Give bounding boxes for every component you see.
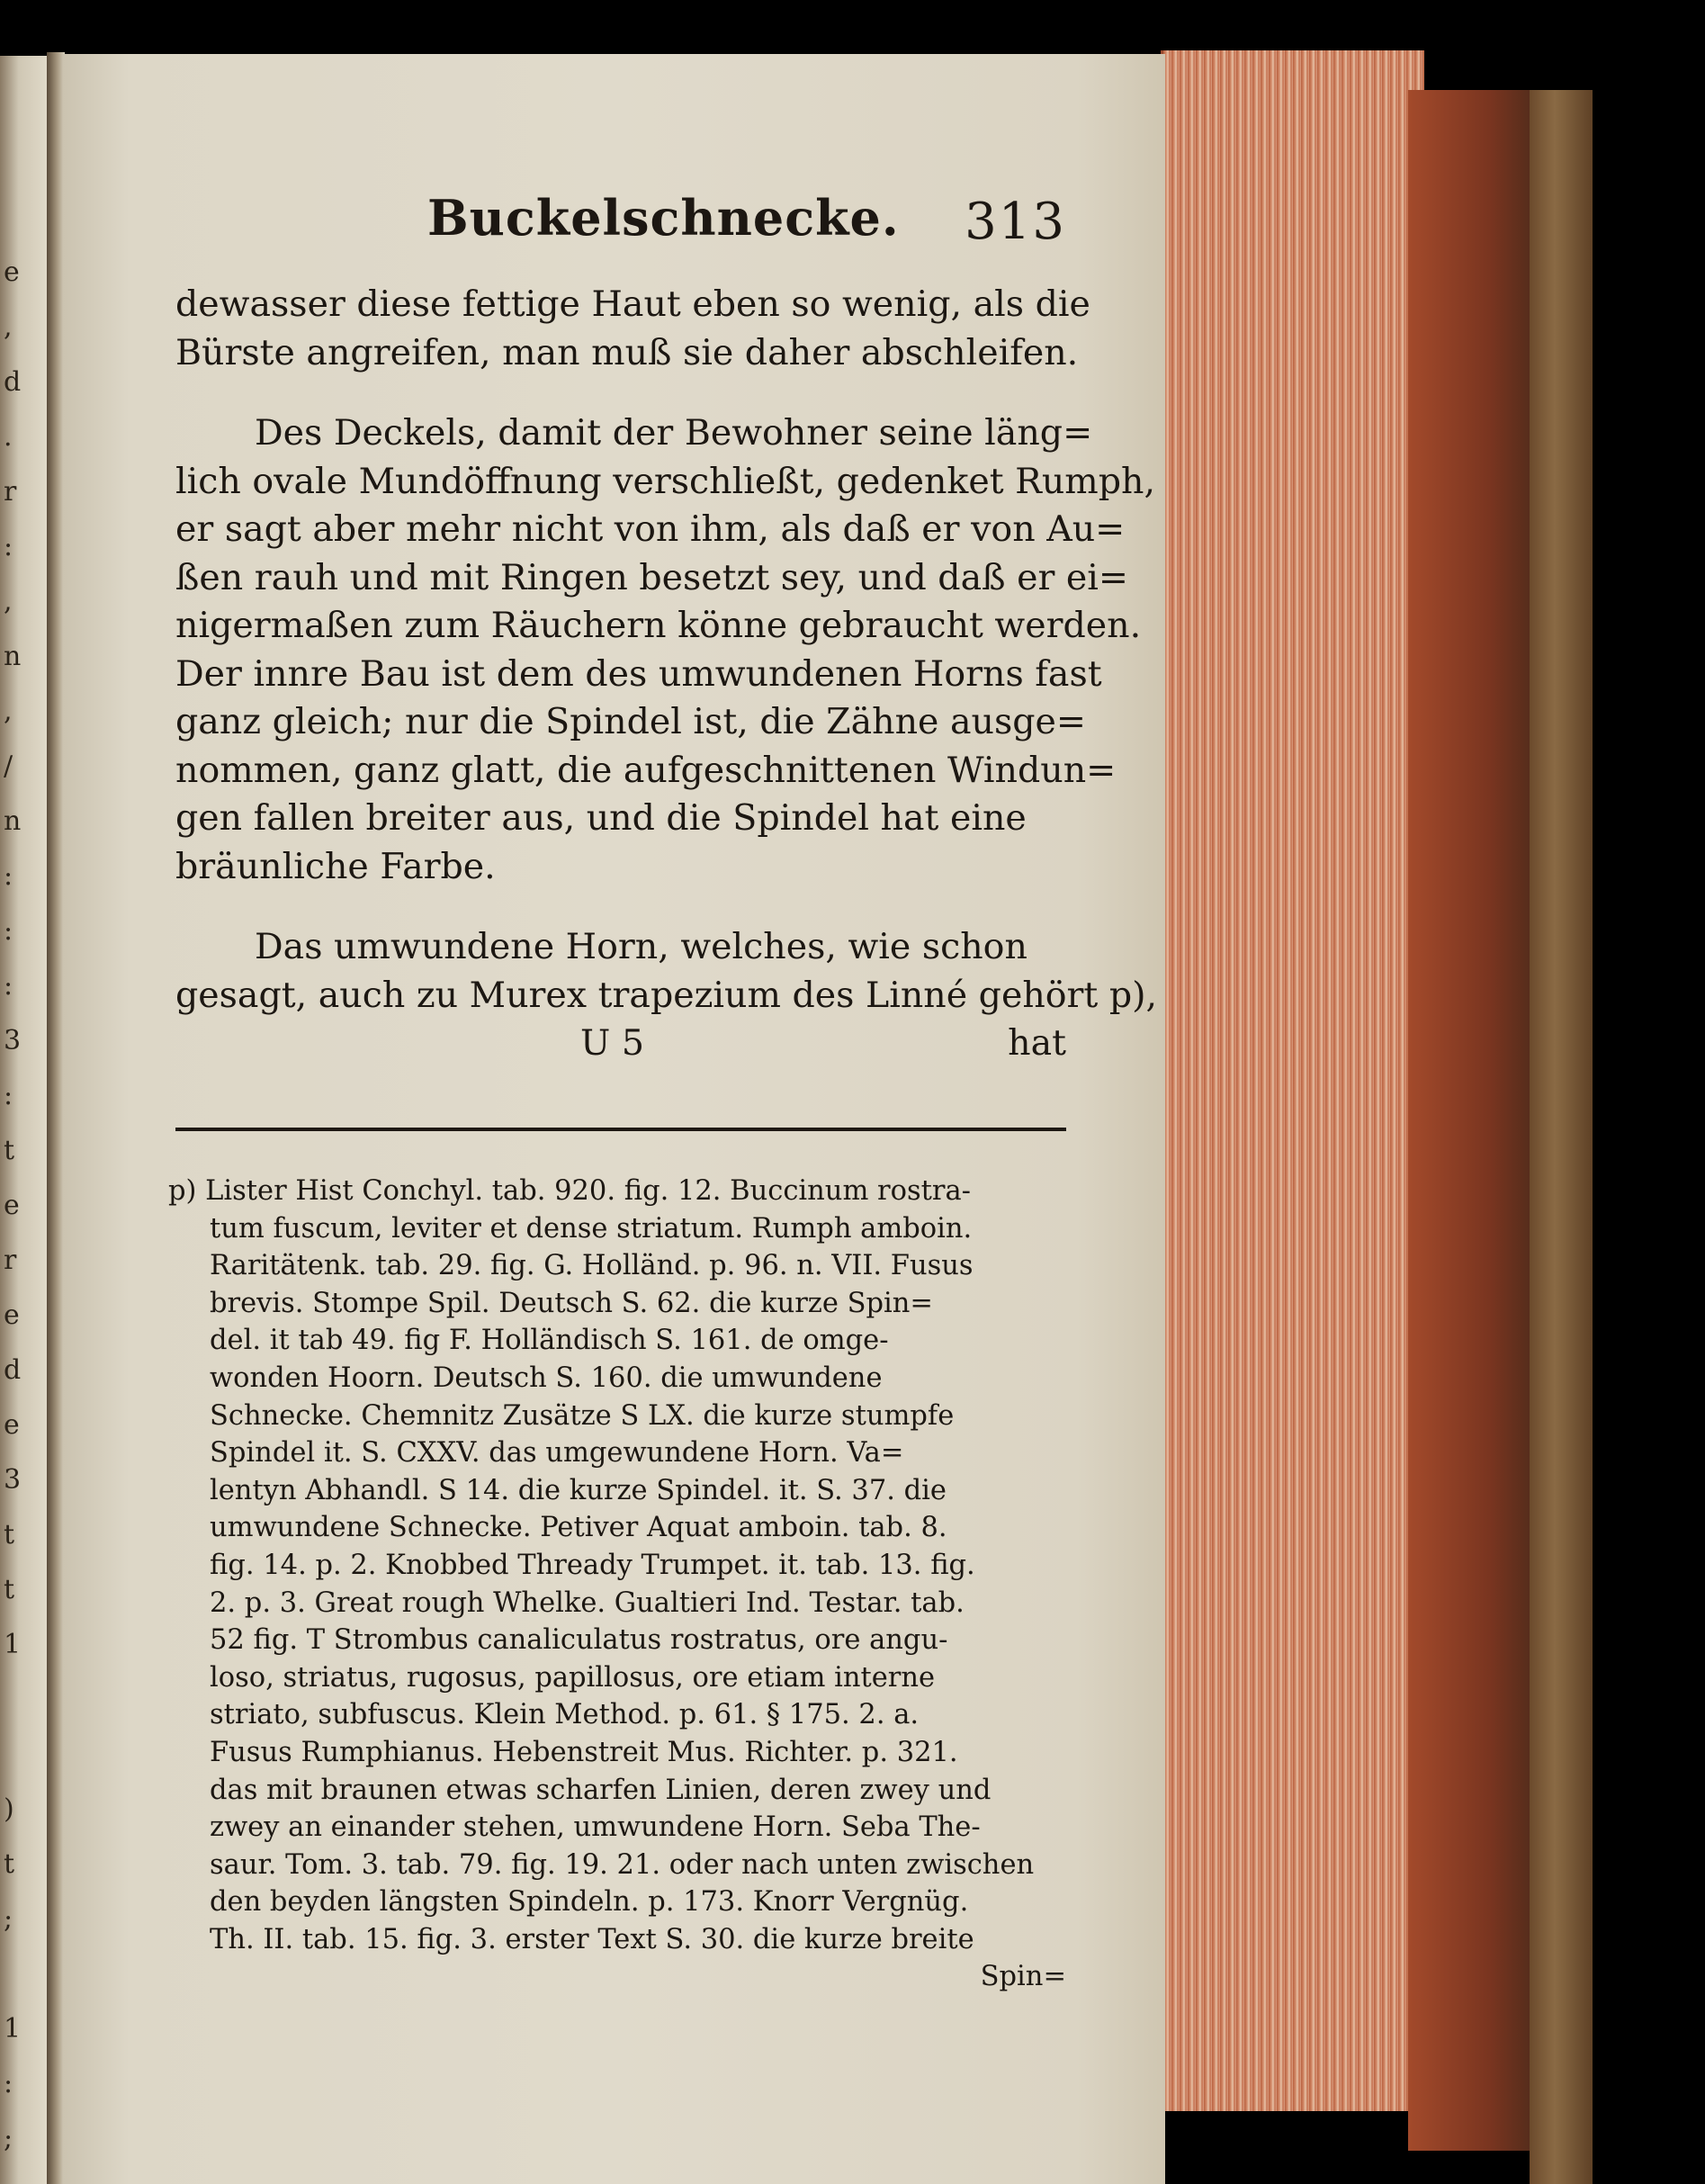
text-line: nigermaßen zum Räuchern könne gebraucht werden. [175,605,1142,646]
book-page [63,54,1165,2184]
footnote-line: zwey an einander stehen, umwundene Horn. Seba The- [210,1811,981,1844]
text-line: Bürste angreifen, man muß sie daher abschleifen. [175,331,1079,373]
footnote-line: das mit braunen etwas scharfen Linien, deren zwey und [210,1774,992,1806]
paragraph-1 [175,281,1090,377]
body-text [175,281,1158,1072]
footnote-line: loso, striatus, rugosus, papillosus, ore etiam interne [210,1661,936,1694]
footnote-line: p) Lister Hist Conchyl. tab. 920. fig. 12. Buccinum rostra- [168,1175,971,1207]
book-cover-edge [1530,90,1593,2184]
previous-page-text-fragments: e , d . r : , n , / n : : : 3 : t e r e d e 3 t t 1 ) t ; 1 : ; [4,256,22,2154]
footnotes [168,1173,1066,1996]
text-line: er sagt aber mehr nicht von ihm, als daß er von Au= [175,508,1126,550]
page-block-fore-edge [1161,50,1424,2111]
footnote-line: saur. Tom. 3. tab. 79. fig. 19. 21. oder nach unten zwischen [210,1848,1035,1881]
footnote-line: den beyden längsten Spindeln. p. 173. Knorr Vergnüg. [210,1886,969,1919]
running-title: Buckelschnecke. [427,189,900,247]
page-number: 313 [965,193,1066,251]
text-line: ganz gleich; nur die Spindel ist, die Zähne ausge= [175,701,1086,742]
paragraph-3 [175,923,1158,1020]
footnote-line: striato, subfuscus. Klein Method. p. 61. § 175. 2. a. [210,1699,920,1731]
footnote-line: lentyn Abhandl. S 14. die kurze Spindel. it. S. 37. die [210,1474,947,1506]
catchline [175,1020,1066,1072]
catchword: hat [1008,1022,1066,1064]
text-line: ßen rauh und mit Ringen besetzt sey, und daß er ei= [175,556,1128,598]
previous-page-edge [0,56,49,2184]
footnote-rule [175,1128,1066,1131]
text-line: gesagt, auch zu Murex trapezium des Linné gehört p), [175,974,1158,1016]
footnote-line: Schnecke. Chemnitz Zusätze S LX. die kurze stumpfe [210,1399,955,1432]
footnote-line: fig. 14. p. 2. Knobbed Thready Trumpet. it. tab. 13. fig. [210,1549,975,1581]
text-line: nommen, ganz glatt, die aufgeschnittenen Windun= [175,749,1117,791]
page-content [168,189,1158,1996]
text-line: dewasser diese fettige Haut eben so wenig, als die [175,283,1090,325]
signature-mark: U 5 [580,1022,644,1064]
footnote-line: 2. p. 3. Great rough Whelke. Gualtieri Ind. Testar. tab. [210,1586,965,1619]
running-head [175,189,1066,270]
footnote-line: Raritätenk. tab. 29. fig. G. Holländ. p. 96. n. VII. Fusus [210,1250,974,1282]
footnote-line: 52 fig. T Strombus canaliculatus rostratus, ore angu- [210,1624,948,1657]
footnote-line: Spindel it. S. CXXV. das umgewundene Horn. Va= [210,1437,904,1469]
footnote-line: Spin= [980,1961,1066,1993]
footnote-line: Fusus Rumphianus. Hebenstreit Mus. Richter. p. 321. [210,1736,958,1768]
text-line: Des Deckels, damit der Bewohner seine läng= [255,412,1093,454]
text-line: Das umwundene Horn, welches, wie schon [255,926,1027,967]
text-line: bräunliche Farbe. [175,845,496,887]
footnote-line: tum fuscum, leviter et dense striatum. Rumph amboin. [210,1212,973,1245]
footnote-line: wonden Hoorn. Deutsch S. 160. die umwundene [210,1362,883,1394]
footnote-line: Th. II. tab. 15. fig. 3. erster Text S. 30. die kurze breite [210,1923,974,1955]
footnote-line: umwundene Schnecke. Petiver Aquat amboin. tab. 8. [210,1512,947,1544]
footnote-line: del. it tab 49. fig F. Holländisch S. 161. de omge- [210,1325,889,1357]
text-line: lich ovale Mundöffnung verschließt, gedenket Rumph, [175,460,1156,502]
text-line: gen fallen breiter aus, und die Spindel hat eine [175,797,1027,839]
footnote-line: brevis. Stompe Spil. Deutsch S. 62. die kurze Spin= [210,1287,933,1319]
paragraph-2 [175,409,1156,891]
page-block-shadow [1408,90,1543,2151]
text-line: Der innre Bau ist dem des umwundenen Horns fast [175,652,1102,695]
book-gutter [47,52,65,2184]
